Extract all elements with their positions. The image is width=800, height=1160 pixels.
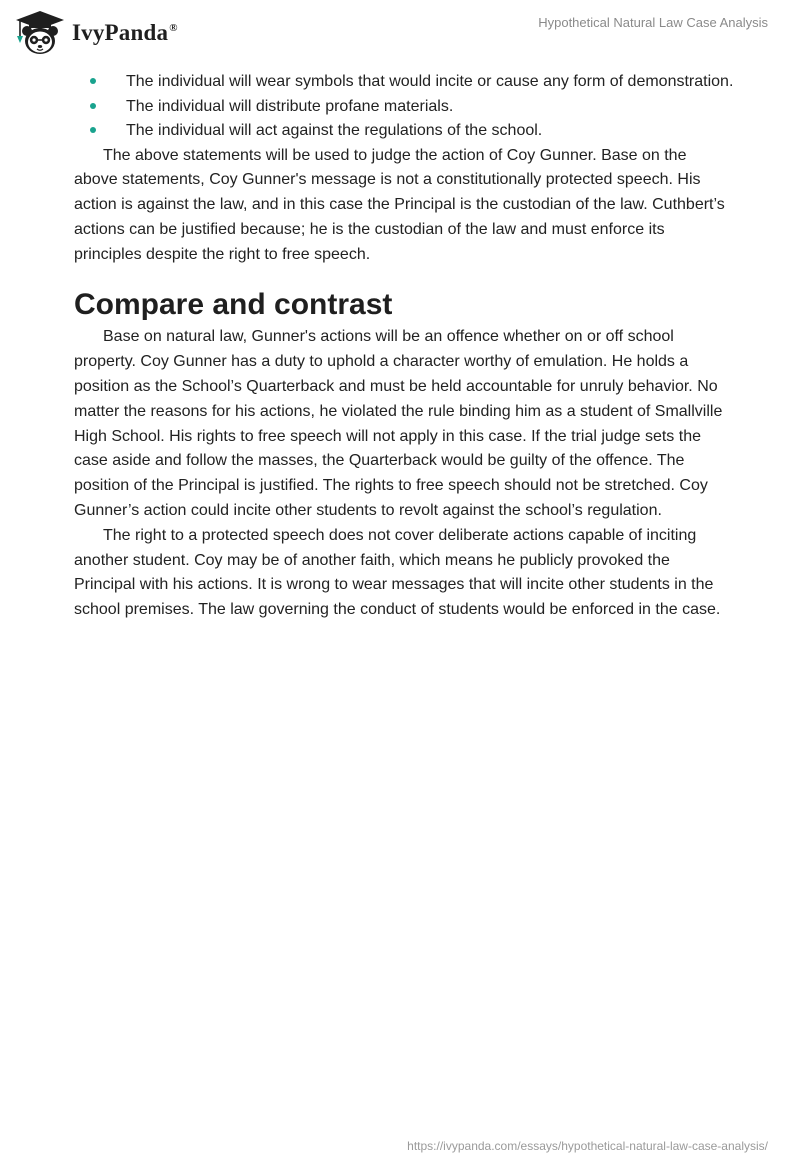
section-heading: Compare and contrast [74, 288, 393, 322]
bullet-dot-icon [90, 103, 96, 109]
list-item [74, 119, 734, 144]
list-item [74, 95, 734, 120]
document-title: Hypothetical Natural Law Case Analysis [538, 15, 768, 30]
paragraph-judgment: The above statements will be used to judge the action of Coy Gunner. Base on the above statements, Coy Gunner's message is not a constitutionally protected speech. His action is against the law, and in this case the Principal is the custodian of the law. Cuthbert’s actions can be justified because; he is the custodian of the law and must enforce its principles despite the right to free speech. [74, 146, 725, 263]
brand-name [72, 20, 178, 46]
paragraph-natural-law: Base on natural law, Gunner's actions will be an offence whether on or off school property. Coy Gunner has a duty to uphold a character worthy of emulation. He holds a position as the School’s Quarterback and must be held accountable for unruly behavior. No matter the reasons for his actions, he violated the rule binding him as a student of Smallville High School. His rights to free speech will not apply in this case. If the trial judge sets the case aside and follow the masses, the Quarterback would be guilty of the offence. The position of the Principal is justified. The rights to free speech should not be stretched. Coy Gunner’s action could incite other students to revolt against the school’s regulation. [74, 328, 723, 520]
essay-content [74, 70, 734, 623]
list-item-text: The individual will act against the regulations of the school. [126, 122, 543, 139]
registered-mark: ® [169, 22, 178, 35]
source-url-link[interactable]: https://ivypanda.com/essays/hypothetical-natural-law-case-analysis/ [407, 1139, 768, 1153]
criteria-list [74, 70, 734, 144]
list-item [74, 70, 734, 95]
list-item-text: The individual will wear symbols that would incite or cause any form of demonstration. [126, 73, 734, 90]
brand-logo[interactable] [14, 8, 178, 58]
bullet-dot-icon [90, 78, 96, 84]
bullet-dot-icon [90, 127, 96, 133]
brand-name-text: IvyPanda [72, 20, 169, 45]
panda-logo-icon [14, 9, 66, 57]
list-item-text: The individual will distribute profane materials. [126, 97, 454, 115]
paragraph-protected-speech: The right to a protected speech does not cover deliberate actions capable of inciting another student. Coy may be of another faith, which means he publicly provoked the Principal with his actions. It is wrong to wear messages that will incite other students in the school premises. The law governing the conduct of students would be enforced in the case. [74, 526, 721, 619]
